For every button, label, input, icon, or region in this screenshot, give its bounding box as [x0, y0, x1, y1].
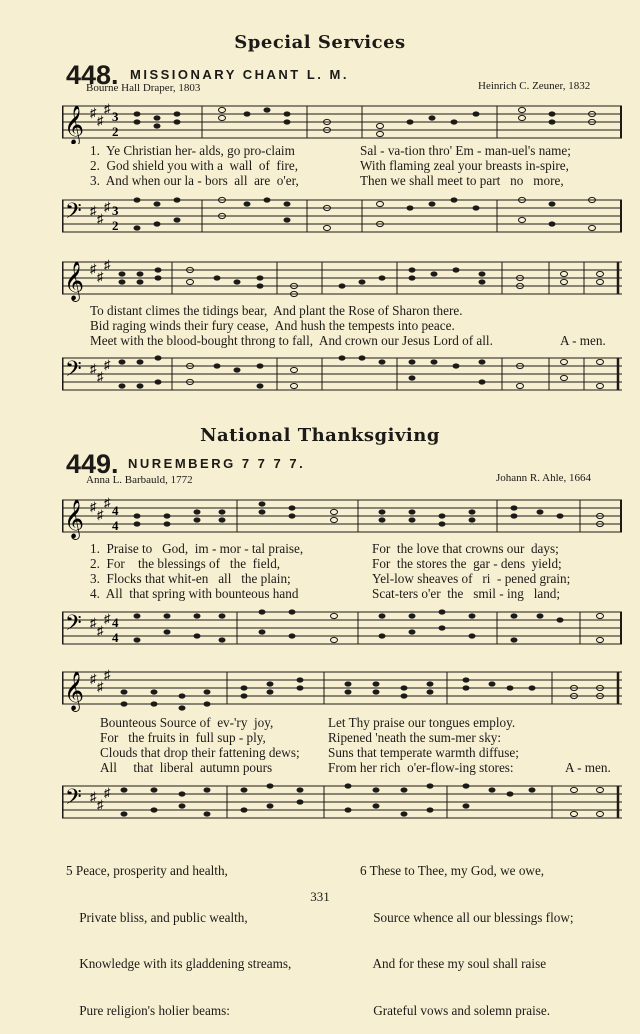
svg-text:♯: ♯ [97, 679, 104, 694]
hymn-448-amen: A - men. [560, 333, 606, 348]
svg-text:♯: ♯ [97, 211, 104, 226]
hymn-448-bass-staff-2 [62, 350, 622, 400]
hymn-449-verse-line-3d: Suns that temperate warmth diffuse; [328, 745, 519, 760]
stanza-5-line-2: Private bliss, and public wealth, [66, 909, 248, 925]
svg-text:♯: ♯ [90, 203, 97, 218]
hymn-448-tune: MISSIONARY CHANT L. M. [130, 67, 349, 82]
svg-text:♯: ♯ [104, 667, 111, 682]
hymn-449-tune: NUREMBERG 7 7 7 7. [128, 456, 306, 471]
stanza-5-line-3: Knowledge with its gladdening streams, [66, 956, 292, 971]
hymn-449-verse-line-4d: From her rich o'er-flow-ing stores: [328, 760, 514, 775]
svg-text:♯: ♯ [97, 507, 104, 522]
hymn-449-verse-line-4a: 4. All that spring with bounteous hand [90, 586, 299, 601]
svg-text:♯: ♯ [104, 257, 111, 272]
hymn-448-verse-line-2a: 2. God shield you with a wall of fire, [90, 158, 299, 173]
svg-text:4: 4 [112, 630, 119, 645]
svg-text:𝄢: 𝄢 [65, 785, 82, 815]
svg-text:2: 2 [112, 218, 119, 233]
svg-text:𝄞: 𝄞 [64, 105, 85, 144]
svg-text:♯: ♯ [90, 105, 97, 120]
stanza-6-line-4: Grateful vows and solemn praise. [360, 1002, 551, 1018]
hymn-448-verse-line-1c: To distant climes the tidings bear, And plant the Rose of Sharon there. [90, 303, 463, 318]
hymn-449-verse-line-4c: All that liberal autumn pours [100, 760, 273, 775]
svg-text:♯: ♯ [97, 623, 104, 638]
hymn-449-verse-line-3a: 3. Flocks that whit-en all the plain; [90, 571, 291, 586]
svg-text:4: 4 [112, 615, 119, 630]
svg-text:4: 4 [112, 518, 119, 533]
svg-text:𝄢: 𝄢 [65, 357, 82, 387]
hymn-449-amen: A - men. [565, 760, 611, 775]
svg-text:4: 4 [112, 503, 119, 518]
hymn-448-verse-line-1b: Sal - va-tion thro' Em - man-uel's name; [360, 143, 571, 158]
svg-text:𝄞: 𝄞 [64, 261, 85, 301]
svg-text:𝄢: 𝄢 [65, 199, 82, 229]
hymn-448-verse-line-3c: Meet with the blood-bought throng to fall, And crown our Jesus Lord of all. [90, 333, 493, 348]
hymn-449-composer: Johann R. Ahle, 1664 [496, 472, 592, 484]
hymn-448-verse-line-2c: Bid raging winds their fury cease, And hush the tempests into peace. [90, 318, 455, 333]
hymn-449-verse-line-3c: Clouds that drop their fattening dews; [100, 745, 300, 760]
svg-text:3: 3 [112, 109, 119, 124]
hymn-449-verse-line-1c: Bounteous Source of ev-'ry joy, [100, 715, 274, 730]
hymn-449-bass-staff-1 [62, 604, 622, 652]
page-number: 331 [310, 889, 330, 904]
hymn-449-verse-line-1b: For the love that crowns our days; [372, 541, 559, 556]
svg-text:♯: ♯ [104, 611, 111, 626]
hymn-448-bass-staff-1 [62, 192, 622, 242]
svg-text:♯: ♯ [97, 797, 104, 812]
hymn-448-verse-line-3a: 3. And when our la - bors all are o'er, [90, 173, 299, 188]
svg-text:♯: ♯ [104, 199, 111, 214]
hymn-449-author: Anna L. Barbauld, 1772 [86, 474, 193, 486]
hymn-449-number: 449. [66, 449, 119, 479]
hymn-448-verse-line-2b: With flaming zeal your breasts in-spire, [360, 158, 569, 173]
hymn-448-author: Bourne Hall Draper, 1803 [86, 82, 201, 94]
stanza-6-line-1: 6 These to Thee, my God, we owe, [360, 863, 545, 878]
svg-text:2: 2 [112, 124, 119, 139]
svg-text:♯: ♯ [90, 261, 97, 276]
stanza-5-line-4: Pure religion's holier beams: [66, 1002, 230, 1018]
hymn-448-verse-line-1a: 1. Ye Christian her- alds, go pro-claim [90, 143, 295, 158]
hymn-448-treble-staff-1 [62, 98, 622, 144]
stanza-5-line-1: 5 Peace, prosperity and health, [66, 863, 228, 878]
stanza-6-line-2: Source whence all our blessings flow; [360, 909, 574, 925]
section-title-national-thanksgiving: National Thanksgiving [200, 425, 440, 446]
hymn-449-treble-staff-2 [62, 664, 622, 716]
hymn-449-verse-line-3b: Yel-low sheaves of ri - pened grain; [372, 571, 571, 586]
svg-text:𝄞: 𝄞 [64, 499, 85, 539]
svg-text:♯: ♯ [97, 113, 104, 128]
svg-text:♯: ♯ [97, 369, 104, 384]
hymn-449-stanza-6 [360, 832, 574, 1034]
section-title-special-services: Special Services [234, 32, 406, 53]
hymn-449-treble-staff-1 [62, 492, 622, 542]
hymn-449-verse-line-1a: 1. Praise to God, im - mor - tal praise, [90, 541, 304, 556]
hymn-448-composer: Heinrich C. Zeuner, 1832 [478, 80, 591, 92]
svg-text:♯: ♯ [97, 269, 104, 284]
svg-text:♯: ♯ [90, 499, 97, 514]
hymn-449-bass-staff-2 [62, 776, 622, 828]
svg-text:♯: ♯ [104, 785, 111, 800]
svg-text:𝄢: 𝄢 [65, 611, 82, 641]
stanza-6-line-3: And for these my soul shall raise [360, 956, 547, 971]
hymn-449-verse-line-4b: Scat-ters o'er the smil - ing land; [372, 586, 561, 601]
hymn-449-verse-line-2a: 2. For the blessings of the field, [90, 556, 281, 571]
hymn-449-stanza-5 [66, 832, 291, 1034]
hymn-449-verse-line-2c: For the fruits in full sup - ply, [100, 730, 266, 745]
svg-text:3: 3 [112, 203, 119, 218]
svg-text:♯: ♯ [104, 495, 111, 510]
hymn-449-verse-line-2d: Ripened 'neath the sum-mer sky: [328, 730, 502, 745]
svg-text:♯: ♯ [90, 615, 97, 630]
svg-text:♯: ♯ [90, 789, 97, 804]
svg-text:♯: ♯ [104, 357, 111, 372]
hymn-448-verse-line-3b: Then we shall meet to part no more, [360, 173, 564, 188]
hymn-449-verse-line-2b: For the stores the gar - dens yield; [372, 556, 562, 571]
svg-text:♯: ♯ [90, 361, 97, 376]
hymn-449-verse-line-1d: Let Thy praise our tongues employ. [328, 715, 516, 730]
hymn-448-treble-staff-2 [62, 254, 622, 304]
hymn-448-number: 448. [66, 60, 119, 90]
svg-text:♯: ♯ [90, 671, 97, 686]
svg-text:𝄞: 𝄞 [64, 671, 85, 711]
svg-text:♯: ♯ [104, 101, 111, 116]
